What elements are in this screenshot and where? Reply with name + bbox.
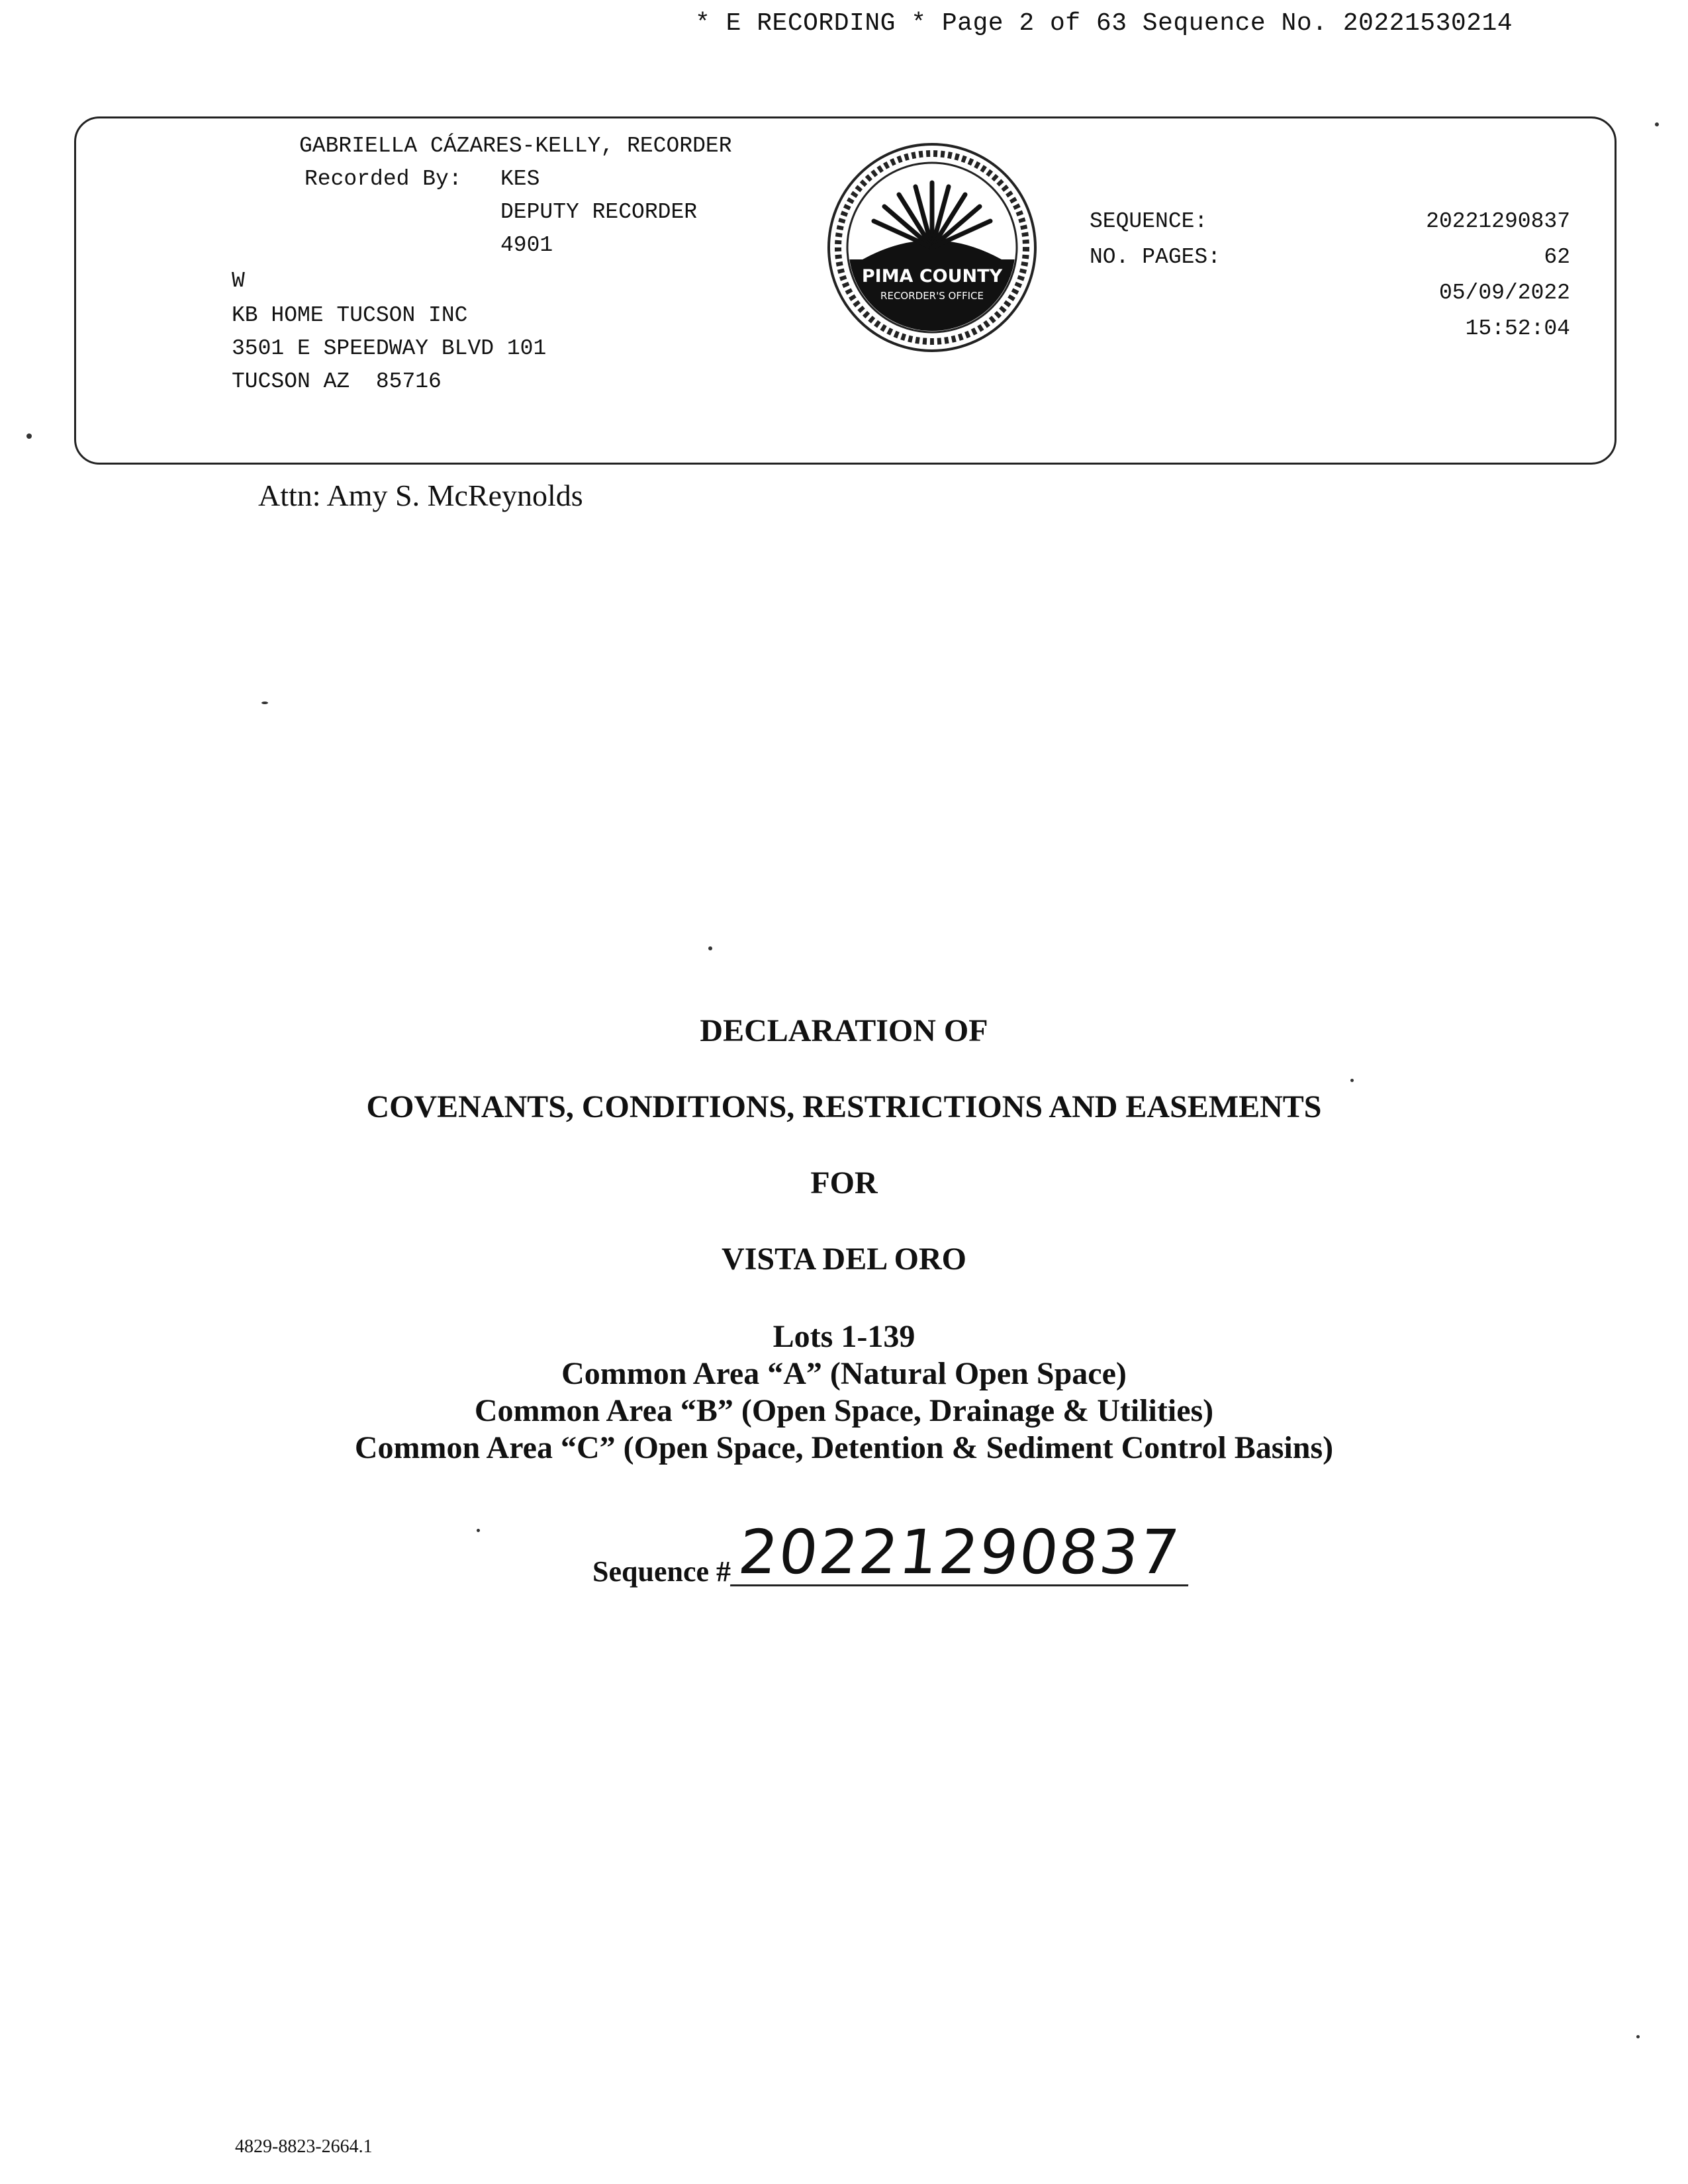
title-covenants: COVENANTS, CONDITIONS, RESTRICTIONS AND EASEMENTS — [366, 1089, 1322, 1124]
sequence-value: 20221290837 — [1426, 209, 1570, 234]
scan-speck — [708, 946, 712, 950]
deputy-recorder: DEPUTY RECORDER — [500, 200, 698, 224]
seal-county-name: PIMA COUNTY — [861, 266, 1003, 287]
recorder-name: GABRIELLA CÁZARES-KELLY, RECORDER — [299, 134, 732, 158]
scan-speck — [1636, 2035, 1640, 2038]
addressee-city: TUCSON AZ 85716 — [232, 369, 442, 394]
sequence-handwritten-value: 20221290837 — [730, 1522, 1195, 1586]
addressee-name: KB HOME TUCSON INC — [232, 303, 468, 328]
scan-speck — [477, 1529, 480, 1532]
title-declaration: DECLARATION OF — [700, 1013, 988, 1048]
attention-line: Attn: Amy S. McReynolds — [258, 478, 583, 512]
pages-value: 62 — [1544, 245, 1570, 269]
sequence-label: SEQUENCE: — [1090, 209, 1208, 234]
common-area-a: Common Area “A” (Natural Open Space) — [561, 1356, 1127, 1391]
scan-speck — [26, 433, 32, 439]
recording-date: 05/09/2022 — [1438, 281, 1570, 305]
pages-label: NO. PAGES: — [1090, 245, 1221, 269]
recorded-by-value: KES — [500, 167, 540, 191]
common-area-c: Common Area “C” (Open Space, Detention & Sediment Control Basins) — [354, 1430, 1334, 1465]
recorded-by-label: Recorded By: — [305, 167, 462, 191]
common-area-b: Common Area “B” (Open Space, Drainage & Utilities) — [474, 1393, 1214, 1428]
title-for: FOR — [810, 1165, 878, 1201]
county-seal — [826, 142, 1038, 353]
scan-speck — [1655, 122, 1659, 126]
scan-speck — [1350, 1079, 1354, 1082]
title-subdivision: VISTA DEL ORO — [722, 1242, 966, 1277]
recording-time: 15:52:04 — [1465, 316, 1570, 341]
sequence-field — [592, 1517, 1192, 1588]
lots-range: Lots 1-139 — [773, 1319, 915, 1354]
scan-speck — [261, 702, 268, 704]
sequence-field-label: Sequence # — [592, 1555, 731, 1588]
addressee-street: 3501 E SPEEDWAY BLVD 101 — [232, 336, 547, 361]
footer-document-id: 4829-8823-2664.1 — [235, 2136, 373, 2157]
e-recording-header: * E RECORDING * Page 2 of 63 Sequence No. 20221530214 — [695, 9, 1513, 38]
recording-code: W — [232, 269, 245, 293]
seal-office-name: RECORDER'S OFFICE — [880, 290, 984, 302]
seal-emblem-icon — [826, 142, 1038, 353]
deputy-number: 4901 — [500, 233, 553, 257]
